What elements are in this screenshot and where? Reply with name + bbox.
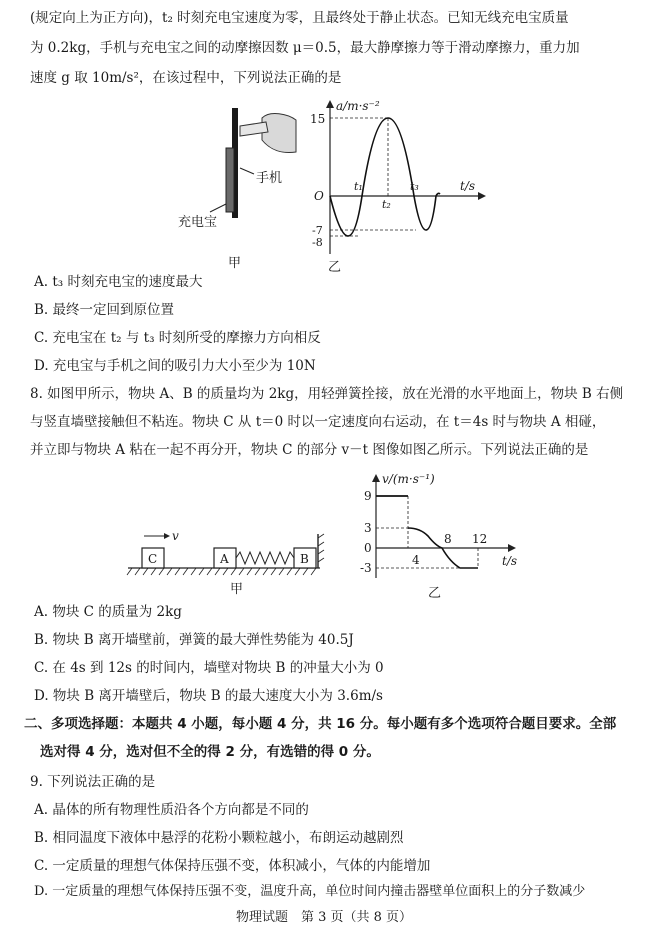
q8-stem-line-1: 8. 如图甲所示，物块 A、B 的质量均为 2kg，用轻弹簧拴接，放在光滑的水平地面上，物块 B 右侧 [30, 386, 624, 402]
q8-option-d: D. 物块 B 离开墙壁后，物块 B 的最大速度大小为 3.6m/s [34, 688, 383, 704]
block-a-label: A [220, 552, 229, 566]
q7-figure-jia [170, 100, 300, 250]
q7-figure-yi-chart [300, 96, 500, 262]
q7-stem-line-1: (规定向上为正方向)，t₂ 时刻充电宝速度为零，且最终处于静止状态。已知无线充电宝质量 [30, 10, 569, 26]
t-tick-12: 12 [472, 532, 488, 546]
y-tick-minus-8: -8 [312, 236, 323, 249]
t1-label: t₁ [354, 180, 363, 193]
v-axis-label: v/(m·s⁻¹) [382, 472, 435, 486]
acceleration-curve [330, 118, 440, 236]
q8-figure-yi-caption: 乙 [428, 586, 442, 601]
power-bank-shape [226, 148, 234, 212]
q9-stem: 9. 下列说法正确的是 [30, 774, 156, 790]
q7-option-b: B. 最终一定回到原位置 [34, 302, 175, 318]
t2-label: t₂ [382, 198, 391, 211]
v-tick-minus-3: -3 [360, 561, 372, 575]
y-tick-15: 15 [310, 112, 326, 126]
q8-stem-line-3: 并立即与物块 A 粘在一起不再分开，物块 C 的部分 v－t 图像如图乙所示。下列说法正确的是 [30, 442, 589, 458]
q8-option-a: A. 物块 C 的质量为 2kg [34, 604, 182, 620]
spring [236, 552, 294, 564]
t-axis-label: t/s [502, 554, 518, 568]
y-axis-label: a/m·s⁻² [336, 99, 380, 113]
q9-option-d: D. 一定质量的理想气体保持压强不变，温度升高，单位时间内撞击器壁单位面积上的分子数减少 [34, 884, 586, 899]
q8-option-b: B. 物块 B 离开墙壁前，弹簧的最大弹性势能为 40.5J [34, 632, 354, 648]
block-c-label: C [148, 552, 158, 566]
section-2-heading-line-1: 二、多项选择题：本题共 4 小题，每小题 4 分，共 16 分。每小题有多个选项符合题目要求。全部 [24, 716, 617, 732]
hand-shape [262, 114, 296, 153]
q7-figure-jia-caption: 甲 [228, 256, 242, 271]
power-bank-label: 充电宝 [178, 215, 218, 230]
q8-figure-jia-caption: 甲 [230, 582, 244, 597]
t-tick-8: 8 [444, 532, 452, 546]
q7-option-c: C. 充电宝在 t₂ 与 t₃ 时刻所受的摩擦力方向相反 [34, 330, 321, 346]
v-tick-3: 3 [364, 521, 372, 535]
q8-option-c: C. 在 4s 到 12s 的时间内，墙壁对物块 B 的冲量大小为 0 [34, 660, 384, 676]
page-footer: 物理试题 第 3 页（共 8 页） [235, 910, 413, 925]
section-2-heading-line-2: 选对得 4 分，选对但不全的得 2 分，有选错的得 0 分。 [40, 744, 380, 760]
q8-stem-line-2: 与竖直墙壁接触但不粘连。物块 C 从 t＝0 时以一定速度向右运动，在 t＝4s 时与物块 A 相碰， [30, 414, 606, 430]
q9-option-c: C. 一定质量的理想气体保持压强不变，体积减小，气体的内能增加 [34, 858, 431, 874]
q7-stem-line-3: 速度 g 取 10m/s²，在该过程中，下列说法正确的是 [30, 70, 342, 86]
q9-option-b: B. 相同温度下液体中悬浮的花粉小颗粒越小，布朗运动越剧烈 [34, 830, 404, 846]
q8-figure-jia [124, 520, 330, 582]
y-tick-minus-7: -7 [312, 224, 323, 237]
q7-option-d: D. 充电宝与手机之间的吸引力大小至少为 10N [34, 358, 316, 374]
velocity-label: v [172, 529, 179, 543]
block-b-label: B [300, 552, 309, 566]
q7-option-a: A. t₃ 时刻充电宝的速度最大 [34, 274, 203, 290]
origin-label: O [314, 189, 324, 203]
t3-label: t₃ [410, 180, 419, 193]
phone-label: 手机 [256, 171, 283, 186]
v-tick-9: 9 [364, 489, 372, 503]
x-axis-label: t/s [460, 179, 476, 193]
q8-figure-yi-chart [350, 470, 530, 582]
t-tick-4: 4 [412, 553, 420, 567]
q7-stem-line-2: 为 0.2kg，手机与充电宝之间的动摩擦因数 μ＝0.5，最大静摩擦力等于滑动摩擦力，重力加 [30, 40, 580, 56]
q7-figure-yi-caption: 乙 [328, 260, 342, 275]
v-tick-0: 0 [364, 541, 372, 555]
q9-option-a: A. 晶体的所有物理性质沿各个方向都是不同的 [34, 802, 309, 818]
